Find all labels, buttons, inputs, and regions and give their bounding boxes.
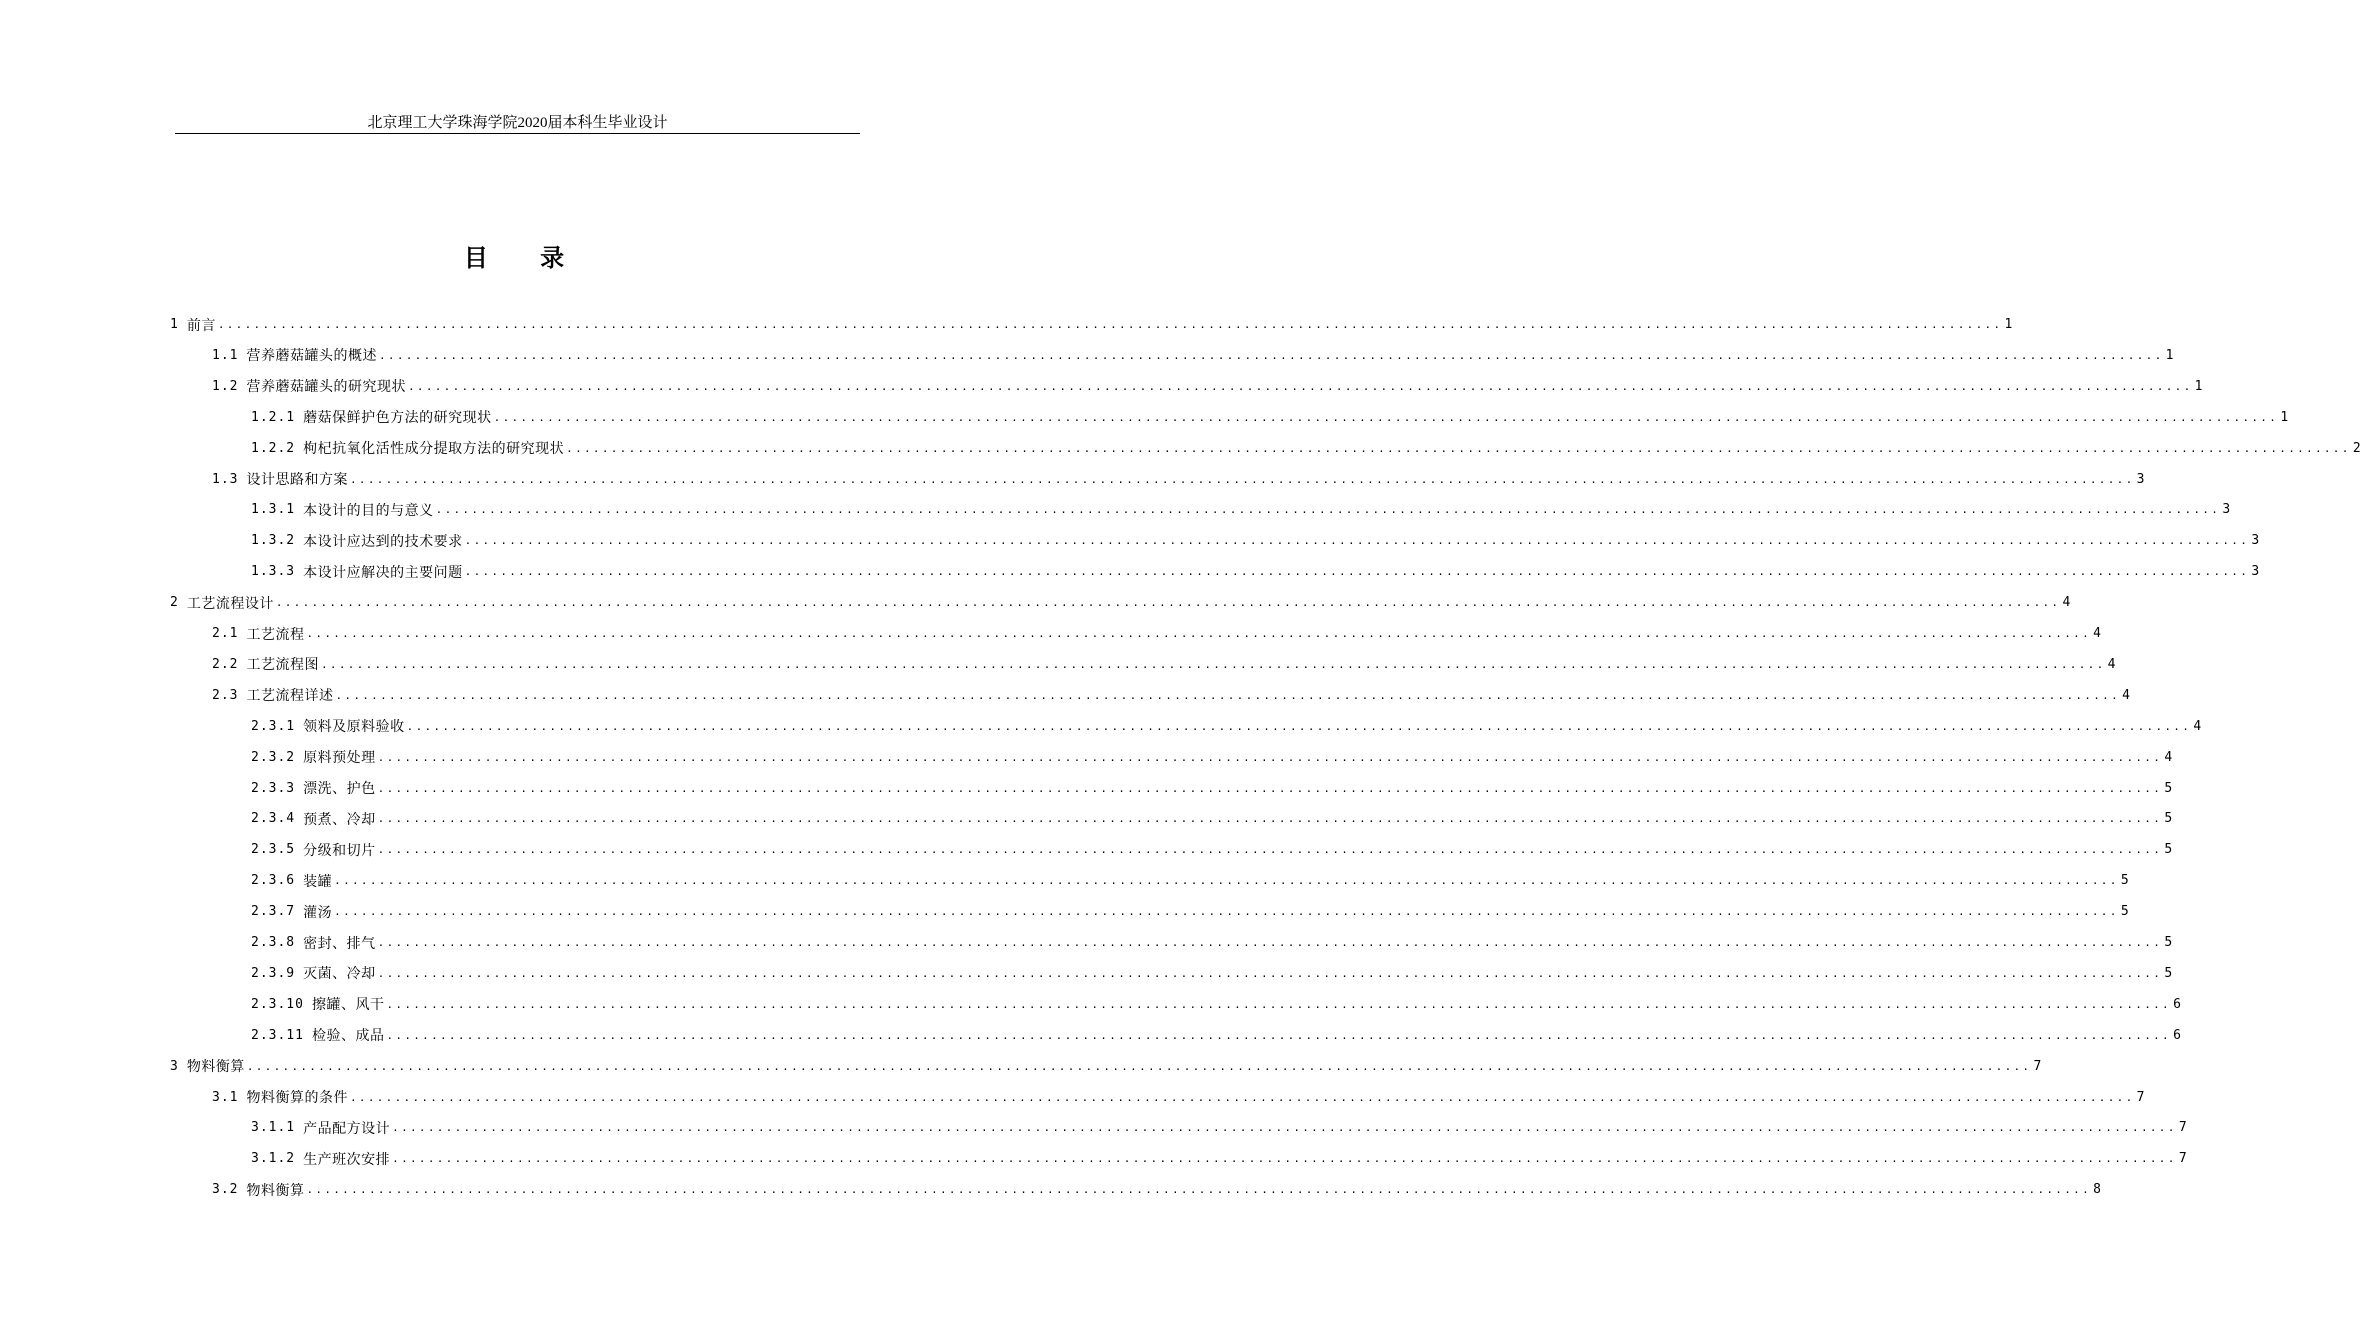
toc-entry-title: 营养蘑菇罐头的概述	[246, 348, 377, 365]
toc-entry-number: 1.2.1	[251, 409, 296, 425]
toc-entry-number: 2.3.6	[251, 873, 296, 889]
toc-entry-page: 5	[2120, 904, 2129, 920]
toc-entry[interactable]	[251, 896, 2129, 927]
toc-entry[interactable]	[212, 1082, 2145, 1113]
toc-entry-title: 本设计应达到的技术要求	[303, 533, 463, 550]
toc-entry-title: 密封、排气	[303, 935, 376, 952]
toc-entry-title: 物料衡算	[186, 1059, 245, 1076]
toc-entry[interactable]	[212, 680, 2130, 711]
toc-entry[interactable]	[251, 1143, 2187, 1174]
toc-leader-dots: ........................................................................................................................................................................................................	[386, 997, 2171, 1011]
toc-entry[interactable]	[212, 340, 2174, 371]
toc-entry-title: 预煮、冷却	[303, 811, 376, 828]
toc-entry-page: 4	[2093, 626, 2101, 641]
toc-entry[interactable]	[170, 1051, 2042, 1082]
toc-entry-page: 1	[2165, 347, 2174, 363]
toc-entry-page: 7	[2178, 1120, 2187, 1136]
toc-entry-title: 营养蘑菇罐头的研究现状	[246, 379, 406, 396]
toc-entry[interactable]	[251, 958, 2173, 989]
toc-entry-page: 5	[2164, 965, 2173, 981]
toc-entry-page: 6	[2173, 1027, 2181, 1043]
toc-entry-number: 2.3.10	[251, 996, 304, 1012]
toc-entry[interactable]	[251, 494, 2231, 525]
toc-leader-dots: ........................................................................................................................................................................................................	[377, 936, 2163, 949]
toc-entry-number: 1.3.1	[251, 502, 296, 518]
toc-entry-number: 2.1	[212, 626, 239, 641]
toc-entry-page: 4	[2107, 656, 2116, 672]
toc-leader-dots: ........................................................................................................................................................................................................	[275, 596, 2061, 610]
toc-leader-dots: ........................................................................................................................................................................................................	[377, 812, 2163, 826]
toc-entry-page: 5	[2164, 935, 2173, 950]
toc-entry[interactable]	[170, 587, 2071, 618]
toc-entry[interactable]	[251, 834, 2173, 865]
toc-entry-page: 3	[2251, 533, 2260, 549]
toc-entry-page: 5	[2164, 811, 2173, 827]
toc-leader-dots: ........................................................................................................................................................................................................	[392, 1121, 2177, 1135]
toc-entry-page: 4	[2164, 749, 2173, 765]
toc-entry-title: 本设计的目的与意义	[303, 502, 434, 519]
toc-leader-dots: ........................................................................................................................................................................................................	[566, 441, 2351, 455]
toc-entry-number: 2.3	[212, 687, 239, 703]
toc-entry-title: 擦罐、风干	[311, 997, 385, 1014]
toc-entry-number: 2.3.7	[251, 904, 296, 920]
toc-entry-title: 产品配方设计	[303, 1120, 391, 1137]
toc-entry-page: 4	[2062, 595, 2071, 611]
toc-leader-dots: ........................................................................................................................................................................................................	[334, 905, 2119, 919]
toc-entry-number: 3	[170, 1058, 179, 1074]
toc-leader-dots: ........................................................................................................................................................................................................	[320, 657, 2106, 671]
toc-entry-page: 4	[2193, 718, 2202, 734]
toc-entry[interactable]	[212, 371, 2203, 402]
toc-entry[interactable]	[251, 1112, 2187, 1143]
header-rule	[175, 133, 860, 134]
toc-entry-number: 2.3.8	[251, 935, 296, 950]
toc-entry-number: 1.3.2	[251, 533, 296, 549]
toc-entry-page: 1	[2004, 317, 2013, 332]
toc-entry[interactable]	[212, 1174, 2101, 1205]
toc-entry-number: 3.1	[212, 1089, 239, 1105]
toc-entry-number: 3.2	[212, 1182, 239, 1198]
toc-leader-dots: ........................................................................................................................................................................................................	[349, 472, 2135, 486]
toc-entry-number: 2.3.5	[251, 842, 296, 858]
toc-entry-number: 2.3.9	[251, 965, 296, 981]
toc-entry-page: 2	[2352, 440, 2361, 456]
toc-entry-page: 5	[2164, 780, 2173, 796]
toc-entry-number: 1.3.3	[251, 564, 296, 580]
toc-entry-number: 2.3.11	[251, 1027, 304, 1043]
toc-entry-number: 2.3.1	[251, 718, 296, 734]
toc-entry-title: 本设计应解决的主要问题	[303, 564, 463, 581]
toc-entry-page: 8	[2093, 1182, 2101, 1198]
toc-entry[interactable]	[251, 927, 2173, 958]
page-header: 北京理工大学珠海学院2020届本科生毕业设计	[367, 115, 668, 131]
toc-entry[interactable]	[251, 402, 2289, 433]
toc-leader-dots: ........................................................................................................................................................................................................	[377, 781, 2163, 795]
toc-entry-page: 6	[2173, 996, 2181, 1012]
toc-entry-page: 3	[2251, 564, 2260, 580]
toc-leader-dots: ........................................................................................................................................................................................................	[306, 627, 2091, 640]
toc-leader-dots: ........................................................................................................................................................................................................	[349, 1090, 2135, 1104]
toc-entry-page: 3	[2136, 471, 2145, 487]
toc-leader-dots: ........................................................................................................................................................................................................	[377, 750, 2163, 764]
toc-entry[interactable]	[212, 464, 2145, 495]
toc-entry[interactable]	[251, 989, 2181, 1020]
toc-entry-page: 7	[2178, 1151, 2187, 1167]
toc-entry-title: 分级和切片	[303, 842, 376, 859]
toc-entry[interactable]	[251, 773, 2173, 804]
toc-entry[interactable]	[212, 649, 2116, 680]
toc-entry[interactable]	[251, 742, 2173, 773]
toc-entry-number: 2.3.2	[251, 749, 296, 765]
toc-leader-dots: ........................................................................................................................................................................................................	[464, 534, 2250, 548]
toc-entry-title: 领料及原料验收	[303, 719, 405, 736]
toc-entry-title: 工艺流程详述	[246, 688, 334, 705]
toc-leader-dots: ........................................................................................................................................................................................................	[335, 688, 2120, 702]
toc-entry-number: 3.1.1	[251, 1120, 296, 1136]
toc-entry-title: 物料衡算的条件	[246, 1090, 348, 1106]
toc-entry-number: 2	[170, 595, 179, 611]
toc-entry[interactable]	[251, 711, 2202, 742]
toc-entry-page: 7	[2136, 1089, 2145, 1105]
toc-entry-title: 生产班次安排	[303, 1151, 391, 1168]
toc-entry[interactable]	[251, 433, 2361, 464]
toc-entry-number: 1	[170, 317, 179, 332]
toc-entry-title: 蘑菇保鲜护色方法的研究现状	[303, 410, 492, 427]
toc-entry-page: 3	[2222, 502, 2231, 518]
toc-leader-dots: ........................................................................................................................................................................................................	[378, 348, 2164, 362]
toc-entry[interactable]	[251, 1020, 2181, 1051]
toc-entry-page: 4	[2122, 687, 2130, 703]
toc-leader-dots: ........................................................................................................................................................................................................	[493, 410, 2279, 424]
toc-entry-page: 1	[2280, 409, 2289, 425]
toc-leader-dots: ........................................................................................................................................................................................................	[334, 874, 2119, 888]
toc-entry-title: 设计思路和方案	[246, 472, 348, 488]
toc-leader-dots: ........................................................................................................................................................................................................	[406, 719, 2192, 733]
toc-entry-title: 灌汤	[303, 904, 333, 921]
toc-entry-number: 1.3	[212, 471, 239, 487]
toc-entry-page: 7	[2033, 1058, 2042, 1074]
toc-leader-dots: ........................................................................................................................................................................................................	[435, 503, 2221, 517]
toc-entry-title: 工艺流程设计	[186, 595, 274, 612]
page-title: 目 录	[463, 244, 587, 272]
toc-entry-number: 3.1.2	[251, 1151, 296, 1167]
toc-entry-title: 物料衡算	[246, 1182, 305, 1199]
toc-entry[interactable]	[170, 309, 2013, 340]
toc-entry[interactable]	[251, 556, 2260, 587]
toc-entry[interactable]	[212, 618, 2101, 649]
toc-entry-title: 原料预处理	[303, 750, 376, 767]
toc-entry-number: 2.3.4	[251, 811, 296, 827]
toc-entry[interactable]	[251, 803, 2173, 834]
toc-entry-page: 5	[2164, 842, 2173, 858]
toc-leader-dots: ........................................................................................................................................................................................................	[464, 565, 2250, 579]
toc-entry-title: 工艺流程图	[246, 657, 319, 674]
toc-entry-number: 1.2	[212, 378, 239, 394]
toc-entry[interactable]	[251, 865, 2129, 896]
toc-entry-title: 漂洗、护色	[303, 781, 376, 797]
toc-entry-number: 1.1	[212, 347, 239, 363]
toc-leader-dots: ........................................................................................................................................................................................................	[217, 318, 2003, 331]
toc-entry-number: 2.2	[212, 656, 239, 672]
toc-entry-title: 枸杞抗氧化活性成分提取方法的研究现状	[303, 441, 565, 458]
toc-entry-title: 前言	[186, 317, 216, 334]
toc-entry[interactable]	[251, 525, 2260, 556]
toc-entry-number: 1.2.2	[251, 440, 296, 456]
toc-entry-title: 灭菌、冷却	[303, 966, 376, 983]
toc-leader-dots: ........................................................................................................................................................................................................	[377, 843, 2163, 857]
toc-entry-title: 工艺流程	[246, 626, 305, 643]
toc-entry-page: 5	[2120, 873, 2129, 889]
toc-leader-dots: ........................................................................................................................................................................................................	[386, 1028, 2171, 1042]
toc-leader-dots: ........................................................................................................................................................................................................	[306, 1183, 2091, 1197]
toc-leader-dots: ........................................................................................................................................................................................................	[392, 1152, 2177, 1166]
toc-entry-number: 2.3.3	[251, 780, 296, 796]
toc-leader-dots: ........................................................................................................................................................................................................	[246, 1059, 2032, 1073]
toc-leader-dots: ........................................................................................................................................................................................................	[407, 379, 2193, 393]
toc-entry-page: 1	[2194, 378, 2203, 394]
toc-entry-title: 装罐	[303, 873, 333, 890]
toc-entry-title: 检验、成品	[311, 1028, 385, 1045]
toc-leader-dots: ........................................................................................................................................................................................................	[377, 966, 2163, 980]
